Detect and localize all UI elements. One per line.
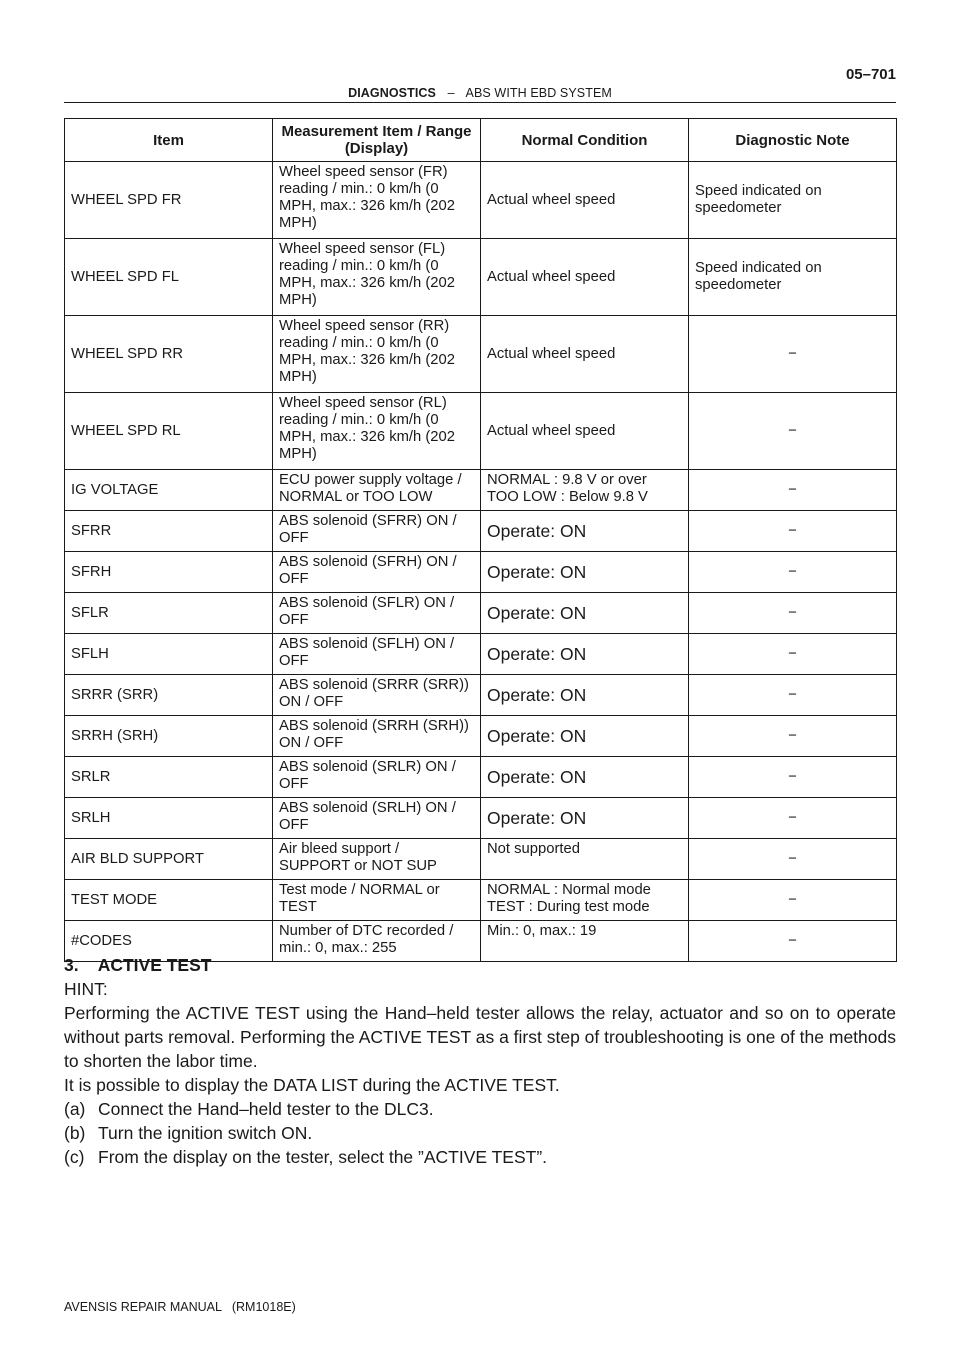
- data-list-table: [64, 118, 897, 962]
- table-row: [65, 552, 897, 593]
- step-label: (c): [64, 1147, 85, 1167]
- item-cell: SFLH: [65, 634, 273, 675]
- page-number: 05–701: [845, 66, 896, 83]
- diagnostic-note-cell: −: [689, 921, 897, 962]
- measurement-cell: ABS solenoid (SFRR) ON / OFF: [273, 511, 481, 552]
- normal-condition-cell: Operate: ON: [481, 552, 689, 593]
- normal-condition-cell: NORMAL : Normal mode TEST : During test mode: [481, 880, 689, 921]
- measurement-cell: ABS solenoid (SRLR) ON / OFF: [273, 757, 481, 798]
- diagnostic-note-cell: −: [689, 839, 897, 880]
- table-body: [65, 162, 897, 962]
- item-cell: SFRH: [65, 552, 273, 593]
- measurement-cell: Air bleed support / SUPPORT or NOT SUP: [273, 839, 481, 880]
- diagnostic-note-cell: −: [689, 757, 897, 798]
- item-cell: IG VOLTAGE: [65, 470, 273, 511]
- measurement-cell: ABS solenoid (SFRH) ON / OFF: [273, 552, 481, 593]
- column-header-normal-condition: Normal Condition: [481, 119, 689, 162]
- measurement-cell: Wheel speed sensor (RL) reading / min.: 0 km/h (0 MPH, max.: 326 km/h (202 MPH): [273, 393, 481, 470]
- table-row: [65, 239, 897, 316]
- normal-condition-cell: Operate: ON: [481, 716, 689, 757]
- diagnostic-note-cell: −: [689, 470, 897, 511]
- measurement-cell: ABS solenoid (SRRH (SRH)) ON / OFF: [273, 716, 481, 757]
- table-row: [65, 316, 897, 393]
- step-label: (a): [64, 1099, 86, 1119]
- item-cell: WHEEL SPD FR: [65, 162, 273, 239]
- table-row: [65, 470, 897, 511]
- hint-paragraph: Performing the ACTIVE TEST using the Hand–held tester allows the relay, actuator and so on to operate without parts removal. Performing the ACTIVE TEST as a first step of troubleshooting is one of the methods to shorten the labor time.: [64, 1003, 896, 1071]
- normal-condition-cell: Actual wheel speed: [481, 393, 689, 470]
- table-row: [65, 675, 897, 716]
- section-number: 3.: [64, 955, 79, 975]
- table-row: [65, 634, 897, 675]
- measurement-cell: ABS solenoid (SFLH) ON / OFF: [273, 634, 481, 675]
- item-cell: SRLH: [65, 798, 273, 839]
- diagnostic-note-cell: −: [689, 393, 897, 470]
- column-header-measurement: Measurement Item / Range (Display): [273, 119, 481, 162]
- diagnostic-note-cell: −: [689, 593, 897, 634]
- item-cell: SRRR (SRR): [65, 675, 273, 716]
- diagnostic-note-cell: −: [689, 675, 897, 716]
- header-rule: [64, 102, 896, 103]
- normal-condition-cell: Operate: ON: [481, 675, 689, 716]
- step-text: From the display on the tester, select the ”ACTIVE TEST”.: [98, 1147, 548, 1167]
- table-row: [65, 511, 897, 552]
- diagnostic-note-cell: −: [689, 552, 897, 593]
- item-cell: AIR BLD SUPPORT: [65, 839, 273, 880]
- diagnostic-note-cell: Speed indicated on speedometer: [689, 239, 897, 316]
- header-subsection: ABS WITH EBD SYSTEM: [465, 86, 612, 100]
- diagnostic-note-cell: −: [689, 798, 897, 839]
- table-row: [65, 839, 897, 880]
- normal-condition-cell: Operate: ON: [481, 593, 689, 634]
- step-b: [64, 1121, 896, 1145]
- item-cell: SRLR: [65, 757, 273, 798]
- active-test-section: [64, 953, 896, 1169]
- table-row: [65, 593, 897, 634]
- diagnostic-note-cell: −: [689, 316, 897, 393]
- diagnostic-note-cell: Speed indicated on speedometer: [689, 162, 897, 239]
- normal-condition-cell: Actual wheel speed: [481, 239, 689, 316]
- measurement-cell: ECU power supply voltage / NORMAL or TOO LOW: [273, 470, 481, 511]
- hint-label: HINT:: [64, 979, 108, 999]
- step-label: (b): [64, 1123, 86, 1143]
- normal-condition-cell: Actual wheel speed: [481, 316, 689, 393]
- column-header-item: Item: [65, 119, 273, 162]
- normal-condition-cell: Operate: ON: [481, 757, 689, 798]
- step-c: [64, 1145, 896, 1169]
- header-section: DIAGNOSTICS: [348, 86, 436, 100]
- item-cell: TEST MODE: [65, 880, 273, 921]
- measurement-cell: Number of DTC recorded / min.: 0, max.: 255: [273, 921, 481, 962]
- normal-condition-cell: Not supported: [481, 839, 689, 880]
- measurement-cell: ABS solenoid (SRRR (SRR)) ON / OFF: [273, 675, 481, 716]
- normal-condition-cell: Operate: ON: [481, 798, 689, 839]
- table-row: [65, 757, 897, 798]
- item-cell: #CODES: [65, 921, 273, 962]
- item-cell: WHEEL SPD RL: [65, 393, 273, 470]
- item-cell: SFRR: [65, 511, 273, 552]
- normal-condition-cell: Actual wheel speed: [481, 162, 689, 239]
- measurement-cell: Wheel speed sensor (FL) reading / min.: 0 km/h (0 MPH, max.: 326 km/h (202 MPH): [273, 239, 481, 316]
- item-cell: WHEEL SPD FL: [65, 239, 273, 316]
- table-header-row: [65, 119, 897, 162]
- item-cell: SFLR: [65, 593, 273, 634]
- normal-condition-cell: NORMAL : 9.8 V or over TOO LOW : Below 9.8 V: [481, 470, 689, 511]
- normal-condition-cell: Operate: ON: [481, 634, 689, 675]
- step-text: Connect the Hand–held tester to the DLC3.: [98, 1099, 434, 1119]
- column-header-diagnostic-note: Diagnostic Note: [689, 119, 897, 162]
- section-heading: [64, 953, 896, 977]
- measurement-cell: Test mode / NORMAL or TEST: [273, 880, 481, 921]
- data-list-paragraph: It is possible to display the DATA LIST during the ACTIVE TEST.: [64, 1075, 560, 1095]
- item-cell: WHEEL SPD RR: [65, 316, 273, 393]
- diagnostic-note-cell: −: [689, 716, 897, 757]
- measurement-cell: ABS solenoid (SFLR) ON / OFF: [273, 593, 481, 634]
- diagnostic-note-cell: −: [689, 634, 897, 675]
- measurement-cell: Wheel speed sensor (RR) reading / min.: 0 km/h (0 MPH, max.: 326 km/h (202 MPH): [273, 316, 481, 393]
- running-header: [64, 86, 896, 100]
- table-row: [65, 162, 897, 239]
- table-row: [65, 880, 897, 921]
- measurement-cell: Wheel speed sensor (FR) reading / min.: 0 km/h (0 MPH, max.: 326 km/h (202 MPH): [273, 162, 481, 239]
- diagnostic-note-cell: −: [689, 511, 897, 552]
- table-row: [65, 716, 897, 757]
- normal-condition-cell: Min.: 0, max.: 19: [481, 921, 689, 962]
- page-header: [64, 62, 896, 102]
- step-text: Turn the ignition switch ON.: [98, 1123, 313, 1143]
- table-row: [65, 393, 897, 470]
- step-a: [64, 1097, 896, 1121]
- item-cell: SRRH (SRH): [65, 716, 273, 757]
- measurement-cell: ABS solenoid (SRLH) ON / OFF: [273, 798, 481, 839]
- diagnostic-note-cell: −: [689, 880, 897, 921]
- normal-condition-cell: Operate: ON: [481, 511, 689, 552]
- table-row: [65, 798, 897, 839]
- section-title: ACTIVE TEST: [97, 955, 212, 975]
- header-separator: –: [447, 86, 455, 100]
- page-footer: AVENSIS REPAIR MANUAL (RM1018E): [64, 1300, 296, 1314]
